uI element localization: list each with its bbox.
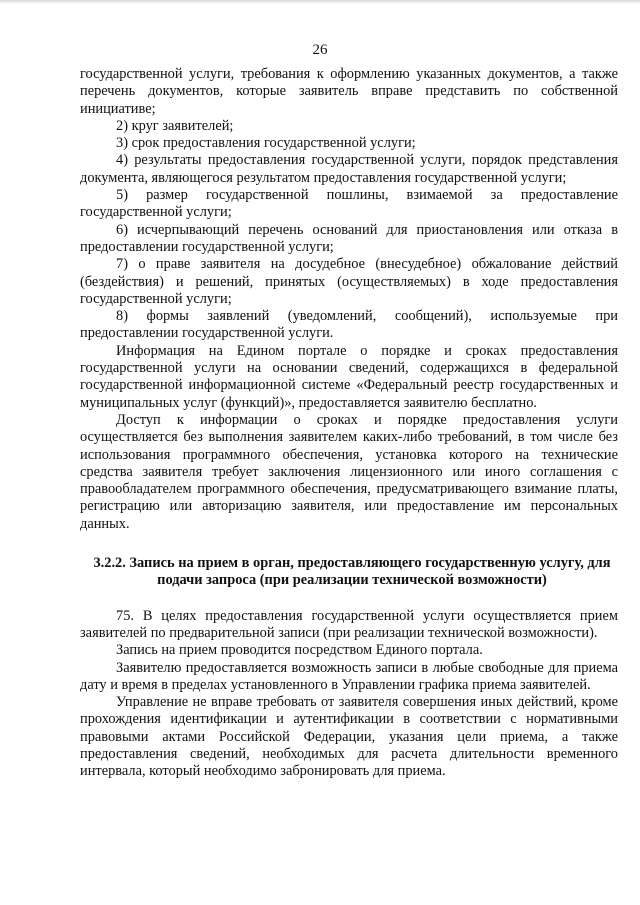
list-item-8: 8) формы заявлений (уведомлений, сообщений), используемые при предоставлении государственной услуги. xyxy=(80,308,618,342)
list-item-4: 4) результаты предоставления государственной услуги, порядок представления документа, являющегося результатом предоставления государственной услуги; xyxy=(80,152,618,186)
list-item-2: 2) круг заявителей; xyxy=(116,117,234,134)
section-heading: 3.2.2. Запись на прием в орган, предоставляющего государственную услугу, для подачи запроса (при реализации технической возможности) xyxy=(93,555,611,589)
paragraph-access-info: Доступ к информации о сроках и порядке предоставления услуги осуществляется без выполнения заявителем каких-либо требований, в том числе без использования программного обеспечения, установка которого на технические средства заявителя требует заключения лицензионного или иного соглашения с правообладателем программного обеспечения, предусматривающего взимание платы, регистрацию или авторизацию заявителя, или предоставление им персональных данных. xyxy=(80,411,618,532)
paragraph-continuation: государственной услуги, требования к оформлению указанных документов, а также перечень документов, которые заявитель вправе представить по собственной инициативе; xyxy=(80,66,618,117)
paragraph-portal-booking: Запись на прием проводится посредством Единого портала. xyxy=(116,642,483,659)
list-item-6: 6) исчерпывающий перечень оснований для приостановления или отказа в предоставлении государственной услуги; xyxy=(80,221,618,255)
paragraph-restrictions: Управление не вправе требовать от заявителя совершения иных действий, кроме прохождения идентификации и аутентификации в соответствии с нормативными правовыми актами Российской Федерации, указания цели приема, а также предоставления сведений, необходимых для расчета длительности временного интервала, который необходимо забронировать для приема. xyxy=(80,694,618,780)
list-item-7: 7) о праве заявителя на досудебное (внесудебное) обжалование действий (бездействия) и решений, принятых (осуществляемых) в ходе предоставления государственной услуги; xyxy=(80,256,618,307)
list-item-5: 5) размер государственной пошлины, взимаемой за предоставление государственной услуги; xyxy=(80,187,618,221)
paragraph-free-slots: Заявителю предоставляется возможность записи в любые свободные для приема дату и время в пределах установленного в Управлении графика приема заявителей. xyxy=(80,659,618,693)
document-body xyxy=(80,66,618,781)
paragraph-portal-info: Информация на Едином портале о порядке и сроках предоставления государственной услуги на основании сведений, содержащихся в федеральной государственной информационной системе «Федеральный реестр государственных и муниципальных услуг (функций)», предоставляется заявителю бесплатно. xyxy=(80,342,618,411)
paragraph-75: 75. В целях предоставления государственной услуги осуществляется прием заявителей по предварительной записи (при реализации технической возможности). xyxy=(80,607,618,641)
list-item-3: 3) срок предоставления государственной услуги; xyxy=(116,135,416,152)
page-number: 26 xyxy=(312,42,328,58)
scan-top-edge xyxy=(0,0,640,4)
